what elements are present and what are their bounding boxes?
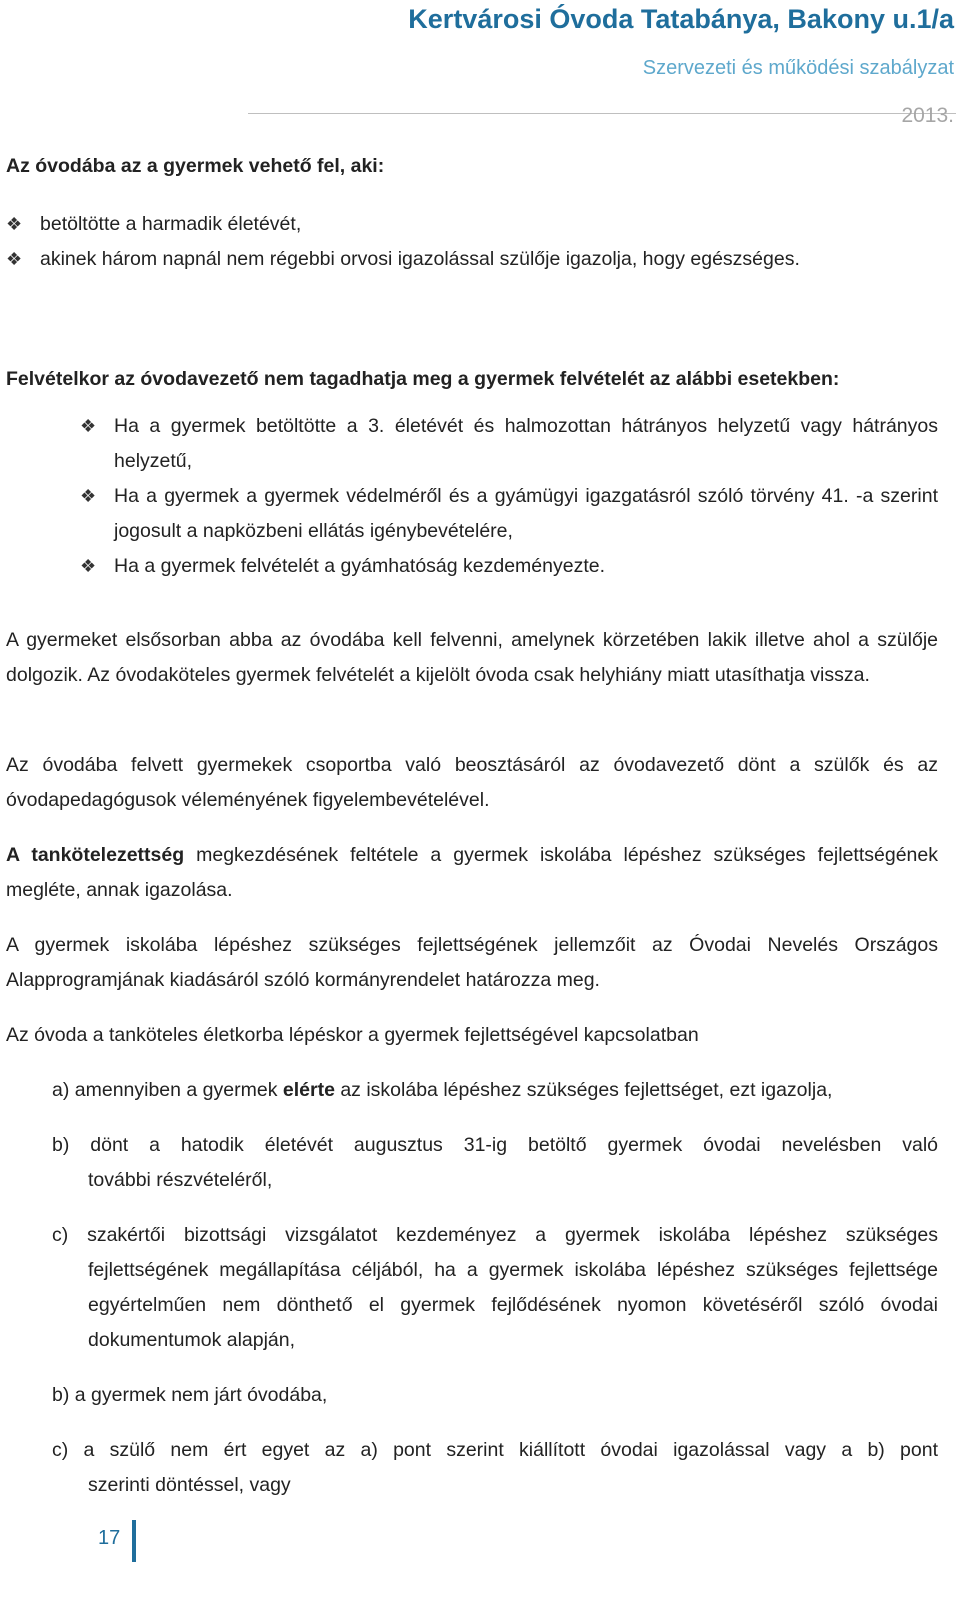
admission-heading: Az óvodába az a gyermek vehető fel, aki: xyxy=(6,155,385,177)
list-item: ❖ Ha a gyermek betöltötte a 3. életévét és halmozottan hátrányos helyzetű vagy hátrányos helyzetű, xyxy=(80,409,938,479)
diamond-bullet-icon: ❖ xyxy=(6,249,23,269)
list-item: ❖ betöltötte a harmadik életévét, xyxy=(6,207,938,242)
bold-term: elérte xyxy=(282,1079,335,1101)
diamond-bullet-icon: ❖ xyxy=(80,486,97,506)
document-header-subtitle: Szervezeti és működési szabályzat xyxy=(642,57,954,79)
diamond-bullet-icon: ❖ xyxy=(6,214,23,234)
bold-term: A tankötelezettség xyxy=(6,844,185,866)
document-header-year: 2013. xyxy=(901,104,954,127)
page-number: 17 xyxy=(98,1527,121,1549)
paragraph-groups: Az óvodába felvett gyermekek csoportba való beosztásáról az óvodavezető dönt a szülők és az óvodapedagógusok véleményének figyelembevételével. xyxy=(6,754,938,811)
cannot-refuse-bullet-list xyxy=(80,409,938,584)
list-item-b2: b) a gyermek nem járt óvodába, xyxy=(52,1384,328,1406)
paragraph-criteria: A gyermek iskolába lépéshez szükséges fejlettségének jellemzőit az Óvodai Nevelés Országos Alapprogramjának kiadásáról szóló kormányrendelet határozza meg. xyxy=(6,934,938,991)
paragraph-district: A gyermeket elsősorban abba az óvodába kell felvenni, amelynek körzetében lakik illetve ahol a szülője dolgozik. Az óvodaköteles gyermek felvételét a kijelölt óvoda csak helyhiány miatt utasíthatja vissza. xyxy=(6,629,938,686)
page-number-bar xyxy=(132,1520,136,1562)
document-header-title: Kertvárosi Óvoda Tatabánya, Bakony u.1/a xyxy=(408,4,954,34)
diamond-bullet-icon: ❖ xyxy=(80,416,97,436)
diamond-bullet-icon: ❖ xyxy=(80,556,97,576)
list-item: ❖ Ha a gyermek felvételét a gyámhatóság kezdeményezte. xyxy=(80,549,938,584)
paragraph-school-obligation: A tankötelezettség megkezdésének feltétele a gyermek iskolába lépéshez szükséges fejlettségének megléte, annak igazolása. xyxy=(6,844,938,901)
list-item: ❖ Ha a gyermek a gyermek védelméről és a gyámügyi igazgatásról szóló törvény 41. -a szerint jogosult a napközbeni ellátás igénybevételére, xyxy=(80,479,938,549)
list-item: ❖ akinek három napnál nem régebbi orvosi igazolással szülője igazolja, hogy egészséges. xyxy=(6,242,938,277)
cannot-refuse-heading: Felvételkor az óvodavezető nem tagadhatja meg a gyermek felvételét az alábbi esetekben: xyxy=(6,368,840,390)
admission-bullet-list xyxy=(6,207,938,277)
list-item-b1: b) dönt a hatodik életévét augusztus 31-ig betöltő gyermek óvodai nevelésben való további részvételéről, xyxy=(52,1134,938,1191)
list-item-c1: c) szakértői bizottsági vizsgálatot kezdeményez a gyermek iskolába lépéshez szükséges fejlettségének megállapítása céljából, ha a gyermek iskolába lépéshez szükséges fejlettsége egyértelműen nem dönthető el gyermek fejlődésének nyomon követéséről szóló óvodai dokumentumok alapján, xyxy=(52,1224,938,1351)
list-item-c2: c) a szülő nem ért egyet az a) pont szerint kiállított óvodai igazolással vagy a b) pont szerinti döntéssel, vagy xyxy=(52,1439,938,1496)
list-item-a: a) amennyiben a gyermek elérte az iskolába lépéshez szükséges fejlettséget, ezt igazolja, xyxy=(52,1079,833,1101)
paragraph-kindergarten: Az óvoda a tanköteles életkorba lépéskor a gyermek fejlettségével kapcsolatban xyxy=(6,1024,699,1046)
header-divider xyxy=(248,113,956,114)
